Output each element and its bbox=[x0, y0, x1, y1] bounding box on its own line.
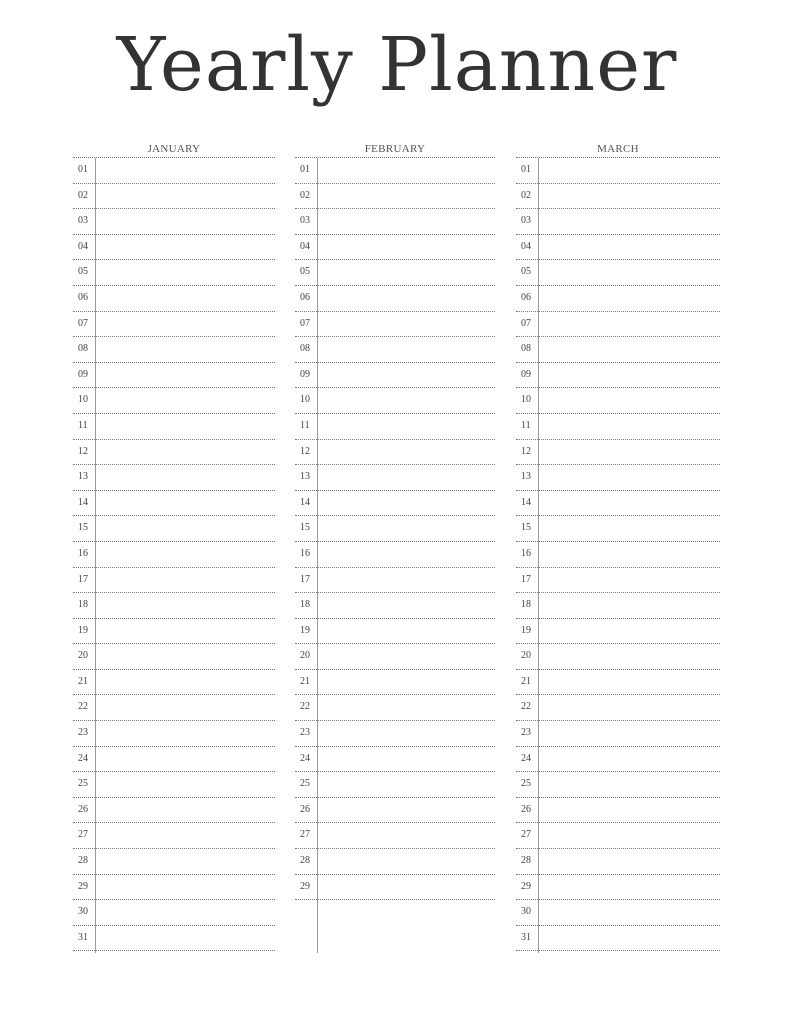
day-entry-line[interactable] bbox=[318, 235, 495, 260]
day-entry-line[interactable] bbox=[318, 798, 495, 823]
day-entry-line[interactable] bbox=[318, 695, 495, 720]
day-entry-line[interactable] bbox=[96, 465, 275, 490]
day-number: 21 bbox=[521, 675, 531, 687]
day-number: 02 bbox=[300, 189, 310, 201]
day-row bbox=[516, 235, 720, 261]
day-row bbox=[295, 491, 495, 517]
day-row bbox=[73, 798, 275, 824]
day-number: 22 bbox=[78, 701, 88, 713]
day-number: 25 bbox=[300, 778, 310, 790]
day-entry-line[interactable] bbox=[539, 823, 720, 848]
day-number: 27 bbox=[521, 829, 531, 841]
day-number: 04 bbox=[521, 240, 531, 252]
day-number: 29 bbox=[78, 880, 88, 892]
day-entry-line[interactable] bbox=[539, 209, 720, 234]
day-number: 17 bbox=[521, 573, 531, 585]
day-number: 09 bbox=[78, 368, 88, 380]
day-number: 24 bbox=[300, 752, 310, 764]
day-entry-line[interactable] bbox=[539, 286, 720, 311]
day-row bbox=[516, 849, 720, 875]
day-row bbox=[73, 695, 275, 721]
day-number: 19 bbox=[300, 624, 310, 636]
day-row bbox=[295, 619, 495, 645]
day-number: 23 bbox=[521, 727, 531, 739]
day-number: 28 bbox=[78, 855, 88, 867]
day-row bbox=[295, 772, 495, 798]
day-row bbox=[295, 337, 495, 363]
day-entry-line[interactable] bbox=[96, 337, 275, 362]
day-row bbox=[295, 542, 495, 568]
day-entry-line[interactable] bbox=[539, 900, 720, 925]
day-entry-line[interactable] bbox=[96, 900, 275, 925]
day-entry-line[interactable] bbox=[318, 337, 495, 362]
day-row bbox=[516, 516, 720, 542]
day-list bbox=[295, 157, 495, 951]
day-entry-line[interactable] bbox=[96, 849, 275, 874]
day-entry-line[interactable] bbox=[539, 542, 720, 567]
day-row bbox=[73, 926, 275, 952]
day-row bbox=[516, 593, 720, 619]
day-number: 01 bbox=[78, 164, 88, 175]
day-row bbox=[295, 875, 495, 901]
day-number: 29 bbox=[521, 880, 531, 892]
day-row bbox=[295, 695, 495, 721]
day-row bbox=[516, 312, 720, 338]
day-number: 09 bbox=[300, 368, 310, 380]
day-number: 21 bbox=[300, 675, 310, 687]
day-entry-line[interactable] bbox=[96, 516, 275, 541]
month-name: MARCH bbox=[597, 143, 639, 155]
day-entry-line[interactable] bbox=[539, 568, 720, 593]
day-number: 02 bbox=[521, 189, 531, 201]
day-number: 04 bbox=[300, 240, 310, 252]
day-entry-line[interactable] bbox=[318, 568, 495, 593]
day-number: 08 bbox=[78, 343, 88, 355]
day-number: 03 bbox=[300, 215, 310, 227]
day-row bbox=[295, 721, 495, 747]
day-row bbox=[73, 209, 275, 235]
day-row bbox=[73, 312, 275, 338]
day-row bbox=[295, 286, 495, 312]
day-entry-line[interactable] bbox=[539, 670, 720, 695]
day-entry-line[interactable] bbox=[539, 363, 720, 388]
day-entry-line[interactable] bbox=[96, 312, 275, 337]
day-entry-line[interactable] bbox=[96, 491, 275, 516]
day-row bbox=[295, 516, 495, 542]
day-row bbox=[73, 670, 275, 696]
day-entry-line[interactable] bbox=[318, 363, 495, 388]
day-entry-line[interactable] bbox=[96, 593, 275, 618]
day-row bbox=[73, 363, 275, 389]
day-number: 11 bbox=[78, 419, 88, 431]
day-number: 05 bbox=[521, 266, 531, 278]
day-number: 24 bbox=[78, 752, 88, 764]
day-row bbox=[516, 158, 720, 184]
day-entry-line[interactable] bbox=[318, 542, 495, 567]
day-row bbox=[73, 644, 275, 670]
day-entry-line[interactable] bbox=[96, 695, 275, 720]
day-number: 05 bbox=[78, 266, 88, 278]
day-row bbox=[516, 465, 720, 491]
day-row bbox=[516, 542, 720, 568]
day-number: 30 bbox=[78, 906, 88, 918]
day-entry-line[interactable] bbox=[96, 568, 275, 593]
day-number: 20 bbox=[300, 650, 310, 662]
day-row bbox=[73, 158, 275, 184]
day-number: 01 bbox=[521, 164, 531, 175]
day-row bbox=[73, 414, 275, 440]
day-row bbox=[295, 184, 495, 210]
day-list bbox=[516, 157, 720, 951]
day-entry-line[interactable] bbox=[96, 388, 275, 413]
day-number: 15 bbox=[521, 522, 531, 534]
day-number: 20 bbox=[78, 650, 88, 662]
day-row bbox=[516, 619, 720, 645]
month-column-january bbox=[73, 142, 275, 951]
day-entry-line[interactable] bbox=[539, 747, 720, 772]
day-row bbox=[516, 772, 720, 798]
empty-space bbox=[295, 900, 495, 951]
day-number: 07 bbox=[300, 317, 310, 329]
day-row bbox=[73, 593, 275, 619]
day-row bbox=[295, 158, 495, 184]
day-row bbox=[295, 209, 495, 235]
day-number: 29 bbox=[300, 880, 310, 892]
day-entry-line[interactable] bbox=[318, 516, 495, 541]
day-entry-line[interactable] bbox=[96, 875, 275, 900]
day-entry-line[interactable] bbox=[539, 158, 720, 183]
day-row bbox=[295, 260, 495, 286]
day-row bbox=[295, 823, 495, 849]
day-entry-line[interactable] bbox=[96, 235, 275, 260]
day-number: 15 bbox=[78, 522, 88, 534]
day-row bbox=[73, 542, 275, 568]
day-entry-line[interactable] bbox=[539, 337, 720, 362]
day-number: 26 bbox=[521, 803, 531, 815]
day-row bbox=[516, 414, 720, 440]
day-entry-line[interactable] bbox=[96, 619, 275, 644]
day-entry-line[interactable] bbox=[318, 209, 495, 234]
day-number: 14 bbox=[300, 496, 310, 508]
day-row bbox=[73, 184, 275, 210]
day-number: 04 bbox=[78, 240, 88, 252]
day-entry-line[interactable] bbox=[318, 644, 495, 669]
day-number: 28 bbox=[300, 855, 310, 867]
day-row bbox=[73, 849, 275, 875]
day-row bbox=[295, 235, 495, 261]
day-entry-line[interactable] bbox=[318, 849, 495, 874]
day-number: 07 bbox=[521, 317, 531, 329]
day-row bbox=[73, 772, 275, 798]
day-entry-line[interactable] bbox=[318, 593, 495, 618]
day-entry-line[interactable] bbox=[539, 184, 720, 209]
day-number: 13 bbox=[300, 471, 310, 483]
day-row bbox=[516, 875, 720, 901]
day-number: 10 bbox=[300, 394, 310, 406]
day-entry-line[interactable] bbox=[539, 440, 720, 465]
day-entry-line[interactable] bbox=[96, 926, 275, 951]
day-entry-line[interactable] bbox=[539, 312, 720, 337]
day-row bbox=[516, 286, 720, 312]
day-number: 03 bbox=[521, 215, 531, 227]
day-entry-line[interactable] bbox=[539, 926, 720, 951]
day-row bbox=[516, 337, 720, 363]
day-row bbox=[73, 491, 275, 517]
day-number: 18 bbox=[78, 599, 88, 611]
day-row bbox=[73, 568, 275, 594]
page-title: Yearly Planner bbox=[116, 22, 678, 108]
day-row bbox=[295, 670, 495, 696]
day-row bbox=[516, 440, 720, 466]
day-entry-line[interactable] bbox=[539, 619, 720, 644]
day-number: 27 bbox=[78, 829, 88, 841]
day-entry-line[interactable] bbox=[96, 670, 275, 695]
day-entry-line[interactable] bbox=[318, 158, 495, 183]
day-row bbox=[295, 312, 495, 338]
day-entry-line[interactable] bbox=[96, 158, 275, 183]
day-entry-line[interactable] bbox=[96, 772, 275, 797]
day-entry-line[interactable] bbox=[539, 721, 720, 746]
day-number: 20 bbox=[521, 650, 531, 662]
month-name: FEBRUARY bbox=[364, 143, 426, 155]
day-row bbox=[516, 491, 720, 517]
day-entry-line[interactable] bbox=[318, 670, 495, 695]
day-number: 27 bbox=[300, 829, 310, 841]
day-entry-line[interactable] bbox=[539, 875, 720, 900]
day-number: 26 bbox=[78, 803, 88, 815]
day-number: 16 bbox=[300, 547, 310, 559]
day-row bbox=[516, 695, 720, 721]
day-number: 22 bbox=[521, 701, 531, 713]
day-number: 10 bbox=[521, 394, 531, 406]
day-row bbox=[73, 260, 275, 286]
day-number: 12 bbox=[521, 445, 531, 457]
day-number: 25 bbox=[78, 778, 88, 790]
day-number: 16 bbox=[78, 547, 88, 559]
day-row bbox=[295, 568, 495, 594]
day-row bbox=[295, 798, 495, 824]
day-number: 11 bbox=[521, 419, 531, 431]
day-entry-line[interactable] bbox=[96, 209, 275, 234]
day-number: 15 bbox=[300, 522, 310, 534]
month-name: JANUARY bbox=[147, 143, 201, 155]
day-number: 24 bbox=[521, 752, 531, 764]
day-number: 09 bbox=[521, 368, 531, 380]
day-row bbox=[73, 747, 275, 773]
day-number: 16 bbox=[521, 547, 531, 559]
day-number: 21 bbox=[78, 675, 88, 687]
day-number: 23 bbox=[300, 727, 310, 739]
day-entry-line[interactable] bbox=[539, 388, 720, 413]
day-number: 06 bbox=[78, 291, 88, 303]
day-entry-line[interactable] bbox=[539, 465, 720, 490]
day-number: 02 bbox=[78, 189, 88, 201]
day-entry-line[interactable] bbox=[539, 593, 720, 618]
day-entry-line[interactable] bbox=[318, 823, 495, 848]
day-entry-line[interactable] bbox=[96, 747, 275, 772]
day-entry-line[interactable] bbox=[96, 798, 275, 823]
day-entry-line[interactable] bbox=[318, 747, 495, 772]
day-row bbox=[73, 875, 275, 901]
day-number: 17 bbox=[300, 573, 310, 585]
day-row bbox=[73, 440, 275, 466]
day-entry-line[interactable] bbox=[96, 363, 275, 388]
day-number: 19 bbox=[521, 624, 531, 636]
day-number: 19 bbox=[78, 624, 88, 636]
day-number: 28 bbox=[521, 855, 531, 867]
day-row bbox=[73, 619, 275, 645]
day-number: 03 bbox=[78, 215, 88, 227]
day-number: 14 bbox=[78, 496, 88, 508]
day-entry-line[interactable] bbox=[318, 414, 495, 439]
day-entry-line[interactable] bbox=[96, 542, 275, 567]
day-number: 10 bbox=[78, 394, 88, 406]
day-entry-line[interactable] bbox=[539, 849, 720, 874]
day-entry-line[interactable] bbox=[539, 414, 720, 439]
day-entry-line[interactable] bbox=[539, 644, 720, 669]
day-entry-line[interactable] bbox=[318, 184, 495, 209]
day-entry-line[interactable] bbox=[96, 644, 275, 669]
day-row bbox=[295, 414, 495, 440]
day-number: 18 bbox=[300, 599, 310, 611]
day-row bbox=[295, 747, 495, 773]
day-row bbox=[516, 260, 720, 286]
day-number: 13 bbox=[521, 471, 531, 483]
day-number: 06 bbox=[521, 291, 531, 303]
day-entry-line[interactable] bbox=[318, 875, 495, 900]
day-row bbox=[73, 823, 275, 849]
day-entry-line[interactable] bbox=[96, 260, 275, 285]
day-entry-line[interactable] bbox=[539, 516, 720, 541]
day-row bbox=[516, 209, 720, 235]
day-row bbox=[516, 798, 720, 824]
day-number: 17 bbox=[78, 573, 88, 585]
day-row bbox=[516, 184, 720, 210]
day-row bbox=[73, 337, 275, 363]
day-row bbox=[295, 363, 495, 389]
day-entry-line[interactable] bbox=[96, 440, 275, 465]
day-row bbox=[516, 823, 720, 849]
day-number: 18 bbox=[521, 599, 531, 611]
day-entry-line[interactable] bbox=[539, 695, 720, 720]
day-row bbox=[516, 721, 720, 747]
day-row bbox=[73, 516, 275, 542]
day-entry-line[interactable] bbox=[96, 414, 275, 439]
day-entry-line[interactable] bbox=[318, 721, 495, 746]
day-row bbox=[516, 363, 720, 389]
day-entry-line[interactable] bbox=[96, 721, 275, 746]
day-row bbox=[516, 900, 720, 926]
day-number: 06 bbox=[300, 291, 310, 303]
day-row bbox=[516, 568, 720, 594]
day-entry-line[interactable] bbox=[318, 465, 495, 490]
day-entry-line[interactable] bbox=[96, 823, 275, 848]
day-row bbox=[516, 747, 720, 773]
day-number: 25 bbox=[521, 778, 531, 790]
day-number: 12 bbox=[78, 445, 88, 457]
day-row bbox=[73, 465, 275, 491]
day-number: 08 bbox=[300, 343, 310, 355]
day-number: 11 bbox=[300, 419, 310, 431]
day-number: 12 bbox=[300, 445, 310, 457]
day-row bbox=[295, 849, 495, 875]
day-row bbox=[73, 286, 275, 312]
day-row bbox=[295, 440, 495, 466]
day-entry-line[interactable] bbox=[96, 184, 275, 209]
day-number: 14 bbox=[521, 496, 531, 508]
day-number: 13 bbox=[78, 471, 88, 483]
day-row bbox=[73, 235, 275, 261]
day-entry-line[interactable] bbox=[318, 286, 495, 311]
day-number: 31 bbox=[521, 931, 531, 943]
day-entry-line[interactable] bbox=[539, 772, 720, 797]
day-entry-line[interactable] bbox=[318, 388, 495, 413]
day-entry-line[interactable] bbox=[318, 312, 495, 337]
day-entry-line[interactable] bbox=[318, 491, 495, 516]
day-row bbox=[295, 593, 495, 619]
day-row bbox=[73, 388, 275, 414]
day-entry-line[interactable] bbox=[96, 286, 275, 311]
day-number: 07 bbox=[78, 317, 88, 329]
day-number: 08 bbox=[521, 343, 531, 355]
month-column-march bbox=[516, 142, 720, 951]
month-column-february bbox=[295, 142, 495, 951]
day-entry-line[interactable] bbox=[539, 491, 720, 516]
day-number: 22 bbox=[300, 701, 310, 713]
day-row bbox=[516, 926, 720, 952]
day-row bbox=[73, 721, 275, 747]
day-entry-line[interactable] bbox=[539, 260, 720, 285]
day-row bbox=[295, 465, 495, 491]
day-row bbox=[295, 644, 495, 670]
day-row bbox=[516, 388, 720, 414]
day-number: 30 bbox=[521, 906, 531, 918]
day-list bbox=[73, 157, 275, 951]
day-row bbox=[73, 900, 275, 926]
day-number: 05 bbox=[300, 266, 310, 278]
day-number: 23 bbox=[78, 727, 88, 739]
day-entry-line[interactable] bbox=[318, 772, 495, 797]
day-entry-line[interactable] bbox=[318, 619, 495, 644]
day-number: 26 bbox=[300, 803, 310, 815]
day-entry-line[interactable] bbox=[539, 235, 720, 260]
day-row bbox=[295, 388, 495, 414]
day-entry-line[interactable] bbox=[318, 260, 495, 285]
day-row bbox=[516, 644, 720, 670]
day-number: 01 bbox=[300, 164, 310, 175]
day-row bbox=[516, 670, 720, 696]
day-entry-line[interactable] bbox=[539, 798, 720, 823]
day-number: 31 bbox=[78, 931, 88, 943]
day-entry-line[interactable] bbox=[318, 440, 495, 465]
